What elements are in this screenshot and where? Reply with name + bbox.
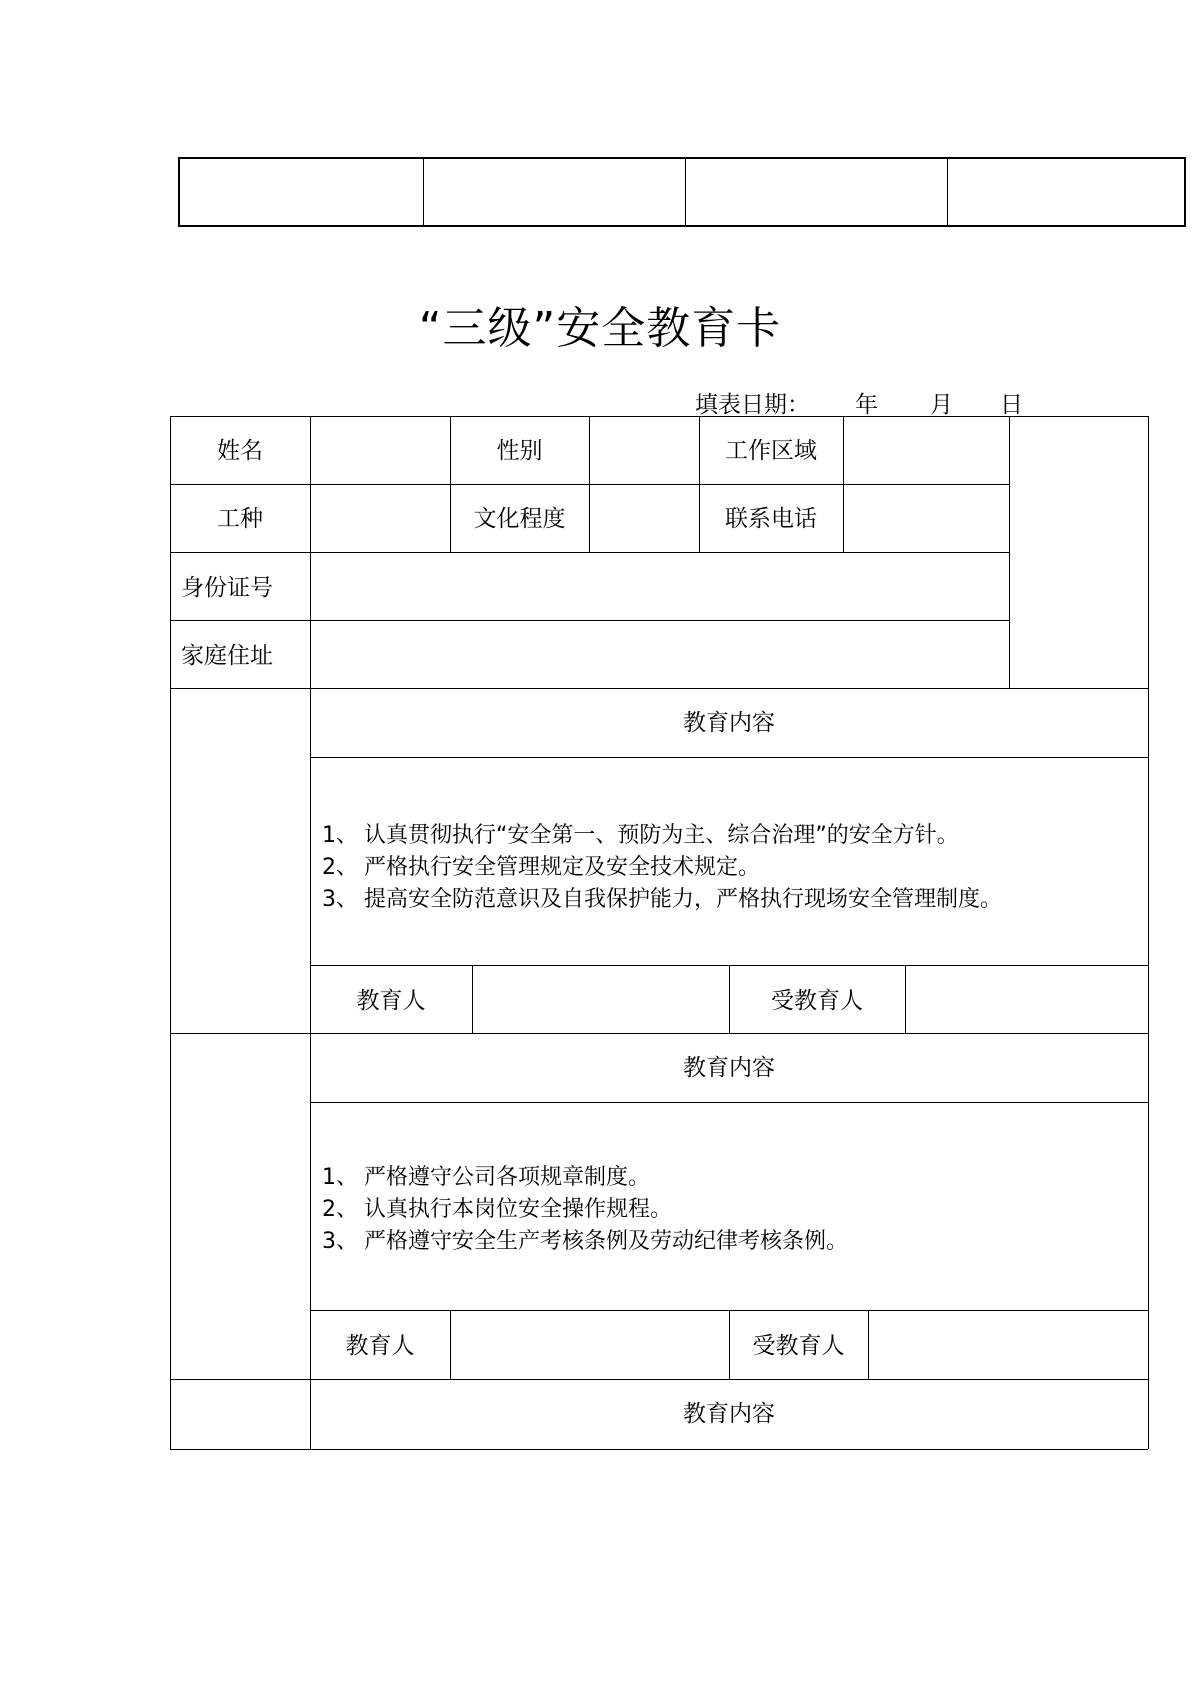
content-item: 3、 严格遵守安全生产考核条例及劳动纪律考核条例。 xyxy=(322,1229,849,1254)
section-2-content xyxy=(322,1162,848,1258)
content-item: 2、 认真执行本岗位安全操作规程。 xyxy=(322,1197,673,1222)
section-1-educator-label: 教育人 xyxy=(356,988,426,1014)
date-month: 月 xyxy=(930,392,953,418)
section-1-trainee-label: 受教育人 xyxy=(771,988,863,1014)
page-title: “三级”安全教育卡 xyxy=(418,303,782,354)
section-1-content xyxy=(322,820,1002,916)
label-address: 家庭住址 xyxy=(181,643,273,669)
label-gender: 性别 xyxy=(496,438,543,464)
label-phone: 联系电话 xyxy=(725,506,817,532)
date-day: 日 xyxy=(1000,392,1023,418)
label-name: 姓名 xyxy=(217,438,263,464)
section-2-educator-label: 教育人 xyxy=(345,1333,415,1359)
section-3-content-header: 教育内容 xyxy=(683,1401,775,1427)
section-1-content-header: 教育内容 xyxy=(683,710,775,736)
date-label: 填表日期： xyxy=(695,392,810,418)
label-id-number: 身份证号 xyxy=(181,575,273,601)
label-job-type: 工种 xyxy=(217,506,263,532)
section-2-content-header: 教育内容 xyxy=(683,1055,775,1081)
label-education: 文化程度 xyxy=(473,506,566,532)
content-item: 1、 严格遵守公司各项规章制度。 xyxy=(322,1165,651,1190)
section-2-trainee-label: 受教育人 xyxy=(752,1333,845,1359)
date-year: 年 xyxy=(855,392,878,418)
content-item: 2、 严格执行安全管理规定及安全技术规定。 xyxy=(322,855,761,880)
content-item: 1、 认真贯彻执行“安全第一、预防为主、综合治理”的安全方针。 xyxy=(322,823,959,848)
content-item: 3、 提高安全防范意识及自我保护能力，严格执行现场安全管理制度。 xyxy=(322,887,1003,912)
label-work-area: 工作区域 xyxy=(725,438,817,464)
